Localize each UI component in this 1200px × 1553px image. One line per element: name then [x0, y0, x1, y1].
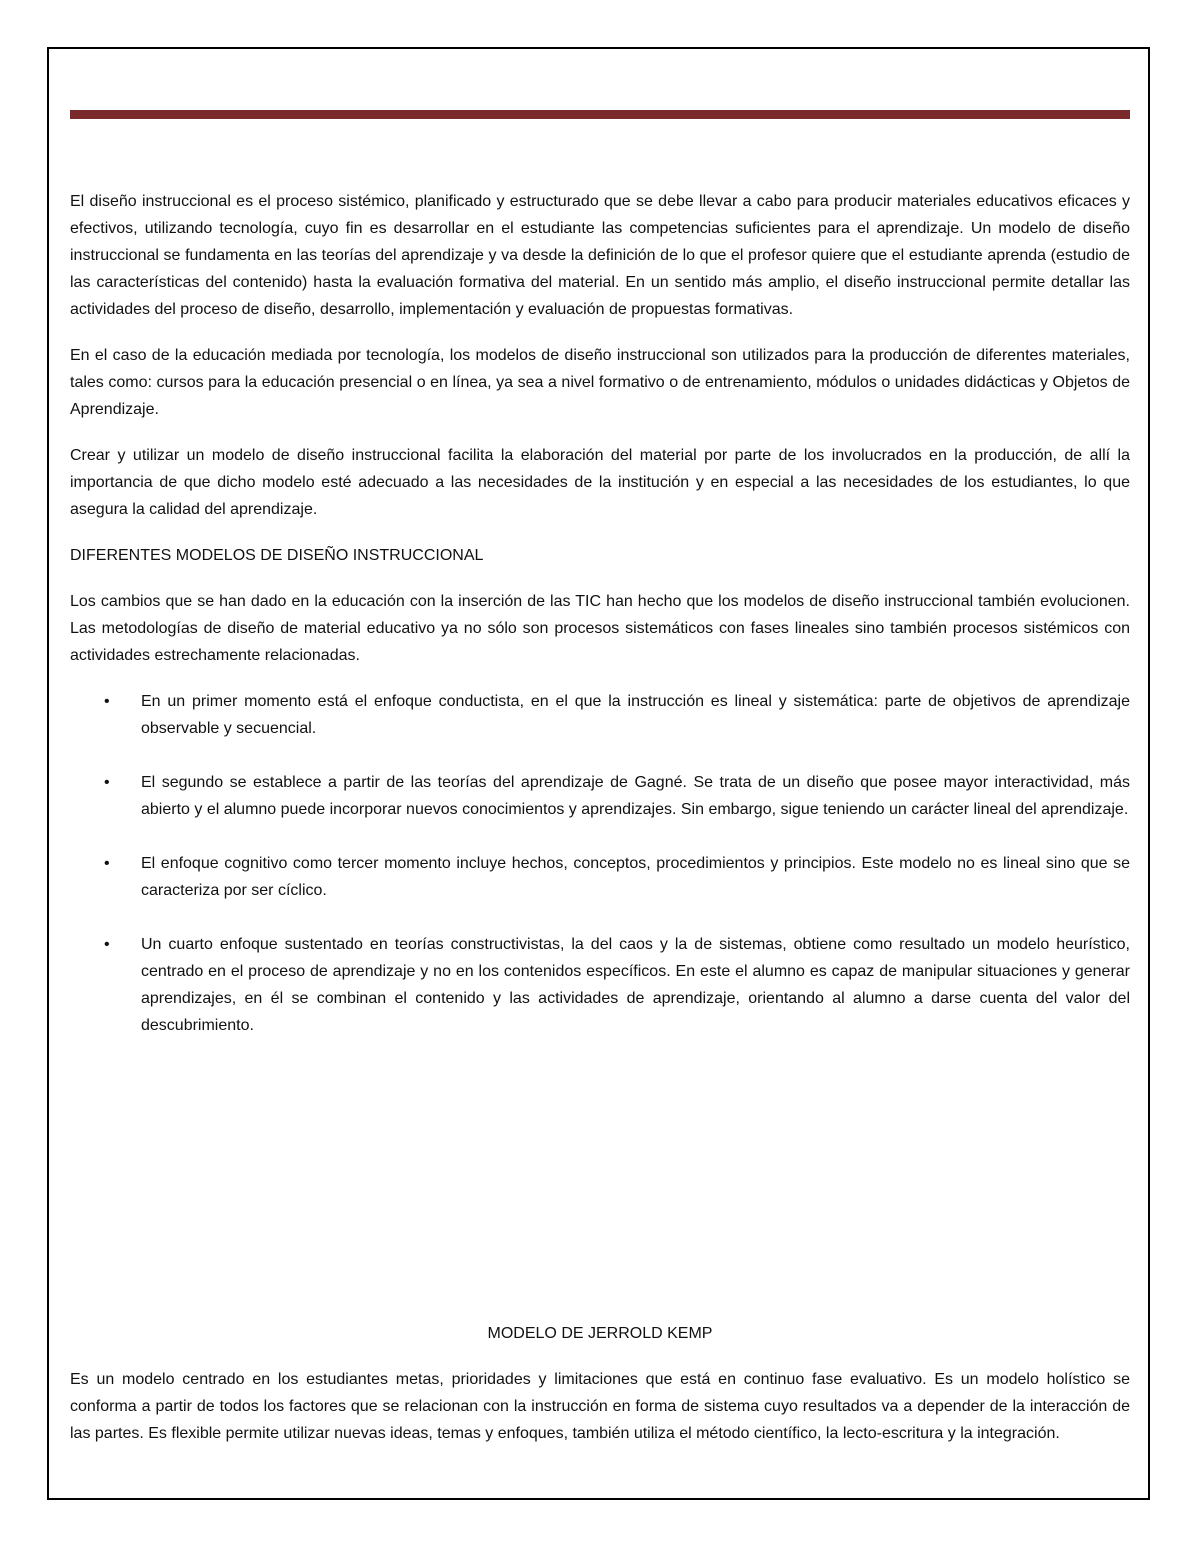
bullet-text: Un cuarto enfoque sustentado en teorías constructivistas, la del caos y la de sistemas, obtiene como resultado un modelo heurístico, centrado en el proceso de aprendizaje y no en los contenidos específicos. En este el alumno es capaz de manipular situaciones y generar aprendizajes, en él se combinan el contenido y las actividades de aprendizaje, orientando al alumno a darse cuenta del valor del descubrimiento. — [141, 936, 1130, 1034]
intro-paragraph-2: En el caso de la educación mediada por tecnología, los modelos de diseño instruccional son utilizados para la producción de diferentes materiales, tales como: cursos para la educación presencial o en línea, ya sea a nivel formativo o de entrenamiento, módulos o unidades didácticas y Objetos de Aprendizaje. — [70, 347, 1130, 418]
bullet-text: El enfoque cognitivo como tercer momento incluye hechos, conceptos, procedimientos y principios. Este modelo no es lineal sino que se caracteriza por ser cíclico. — [141, 855, 1130, 899]
kemp-section — [70, 1320, 1130, 1466]
list-item — [70, 769, 1130, 823]
models-bullet-list — [70, 688, 1130, 1039]
kemp-paragraph: Es un modelo centrado en los estudiantes metas, prioridades y limitaciones que está en continuo fase evaluativo. Es un modelo holístico se conforma a partir de todos los factores que se relacionan con la instrucción en forma de sistema cuyo resultados va a depender de la interacción de las partes. Es flexible permite utilizar nuevas ideas, temas y enfoques, también utiliza el método científico, la lecto-escritura y la integración. — [70, 1371, 1130, 1442]
header-rule — [70, 110, 1130, 119]
intro-paragraph-3: Crear y utilizar un modelo de diseño instruccional facilita la elaboración del material por parte de los involucrados en la producción, de allí la importancia de que dicho modelo esté adecuado a las necesidades de la institución y en especial a las necesidades de los estudiantes, lo que asegura la calidad del aprendizaje. — [70, 447, 1130, 518]
bullet-icon: • — [104, 855, 110, 872]
models-heading: DIFERENTES MODELOS DE DISEÑO INSTRUCCIONAL — [70, 547, 484, 564]
models-intro-paragraph: Los cambios que se han dado en la educación con la inserción de las TIC han hecho que los modelos de diseño instruccional también evolucionen. Las metodologías de diseño de material educativo ya no sólo son procesos sistemáticos con fases lineales sino también procesos sistémicos con actividades estrechamente relacionadas. — [70, 593, 1130, 664]
list-item — [70, 688, 1130, 742]
bullet-icon: • — [104, 936, 110, 953]
list-item — [70, 850, 1130, 904]
bullet-icon: • — [104, 693, 110, 710]
list-item — [70, 931, 1130, 1039]
document-body — [70, 188, 1130, 1066]
intro-paragraph-1: El diseño instruccional es el proceso sistémico, planificado y estructurado que se debe llevar a cabo para producir materiales educativos eficaces y efectivos, utilizando tecnología, cuyo fin es desarrollar en el estudiante las competencias suficientes para el aprendizaje. Un modelo de diseño instruccional se fundamenta en las teorías del aprendizaje y va desde la definición de lo que el profesor quiere que el estudiante aprenda (estudio de las características del contenido) hasta la evaluación formativa del material. En un sentido más amplio, el diseño instruccional permite detallar las actividades del proceso de diseño, desarrollo, implementación y evaluación de propuestas formativas. — [70, 193, 1130, 318]
bullet-icon: • — [104, 774, 110, 791]
kemp-heading: MODELO DE JERROLD KEMP — [487, 1325, 713, 1342]
bullet-text: En un primer momento está el enfoque conductista, en el que la instrucción es lineal y sistemática: parte de objetivos de aprendizaje observable y secuencial. — [141, 693, 1130, 737]
bullet-text: El segundo se establece a partir de las teorías del aprendizaje de Gagné. Se trata de un diseño que posee mayor interactividad, más abierto y el alumno puede incorporar nuevos conocimientos y aprendizajes. Sin embargo, sigue teniendo un carácter lineal del aprendizaje. — [141, 774, 1130, 818]
